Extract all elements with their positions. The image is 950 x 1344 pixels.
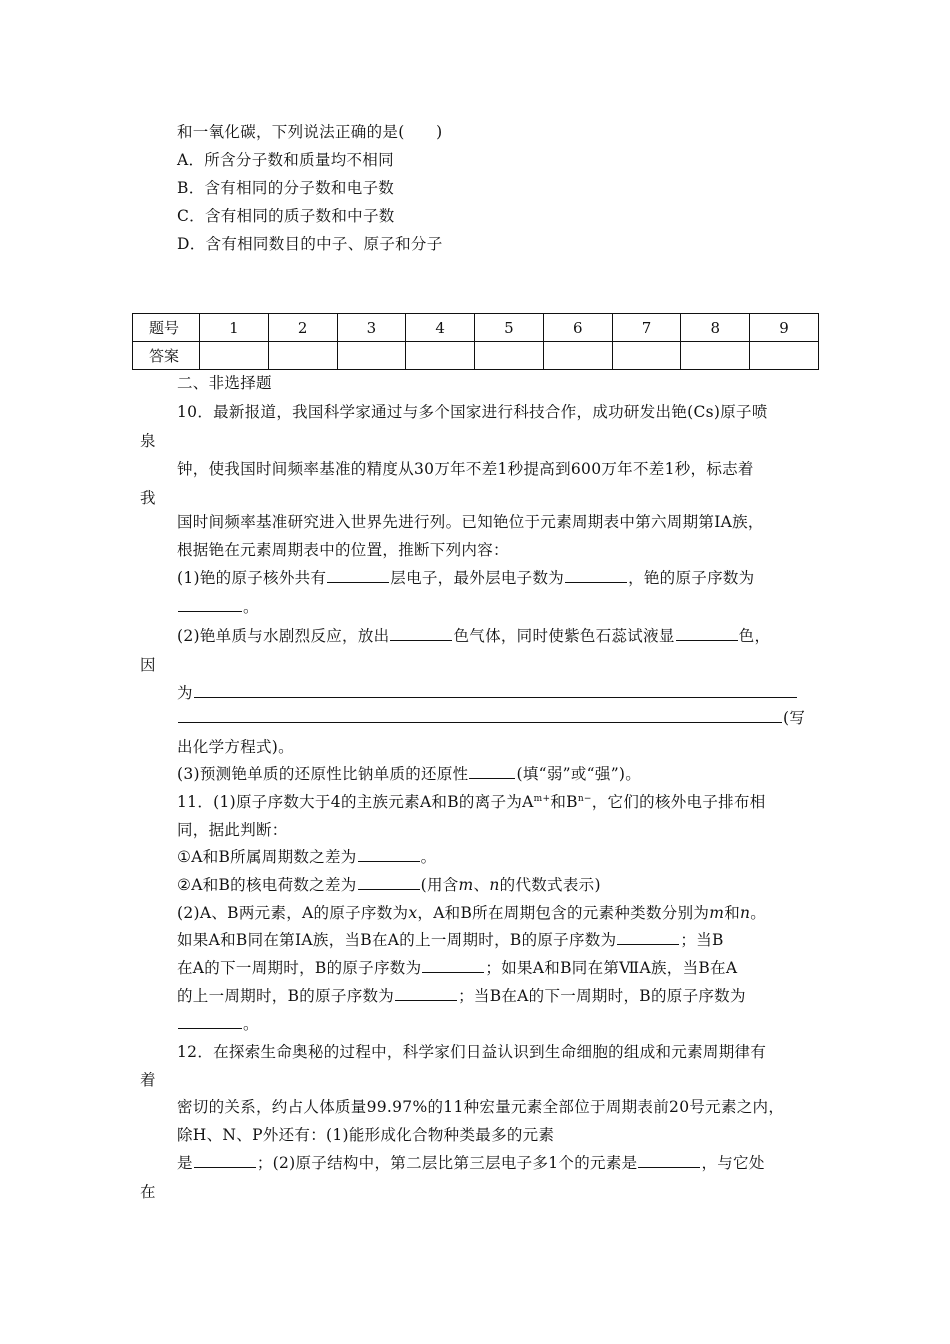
q10-p2-text-a: (2)铯单质与水剧烈反应，放出 [177, 627, 390, 645]
q12-text-c: ，与它处 [701, 1154, 765, 1172]
answer-blank[interactable] [638, 1153, 700, 1168]
q10-line-1-wrap: 泉 [140, 432, 156, 450]
table-cell-number: 9 [750, 314, 819, 342]
table-cell-label: 答案 [133, 342, 200, 370]
table-cell-number: 6 [543, 314, 612, 342]
q11-c2-text: ②A和B的核电荷数之差为 [177, 876, 357, 894]
answer-table [132, 313, 819, 370]
q11-var-m: m [458, 876, 474, 894]
q11-line-1 [177, 792, 766, 812]
q11-line-2: 同，据此判断： [177, 821, 288, 839]
q11-text-c: ，它们的核外电子排布相 [591, 793, 766, 811]
q10-part-2-line-2 [177, 683, 798, 703]
q10-part-2-line-3 [177, 708, 805, 728]
q12-text-b: ；(2)原子结构中，第二层比第三层电子多1个的元素是 [256, 1154, 638, 1172]
q9-option-d: D．含有相同数目的中子、原子和分子 [177, 235, 443, 253]
q11-p5-text-a: 的上一周期时，B的原子序数为 [177, 987, 395, 1005]
q11-p3-text-b: ；当B [680, 931, 724, 949]
table-cell-number: 5 [475, 314, 544, 342]
q10-p2-text-e: 为 [177, 684, 193, 702]
q10-p3-text-a: (3)预测铯单质的还原性比钠单质的还原性 [177, 765, 469, 783]
q11-text-a: 11．(1)原子序数大于4的主族元素A和B的离子为A [177, 793, 534, 811]
q12-line-3: 除H、N、P外还有：(1)能形成化合物种类最多的元素 [177, 1126, 555, 1144]
answer-cell[interactable] [268, 342, 337, 370]
q11-part-3 [177, 930, 724, 950]
table-cell-number: 8 [681, 314, 750, 342]
table-cell-number: 3 [337, 314, 406, 342]
answer-blank[interactable] [676, 626, 738, 641]
q10-line-2: 钟，使我国时间频率基准的精度从30万年不差1秒提高到600万年不差1秒，标志着 [177, 460, 754, 478]
answer-cell[interactable] [750, 342, 819, 370]
table-cell-number: 1 [200, 314, 269, 342]
answer-cell[interactable] [612, 342, 681, 370]
q10-part-3 [177, 764, 641, 784]
q11-p2-text-a: (2)A、B两元素，A的原子序数为 [177, 904, 409, 922]
answer-blank[interactable] [327, 568, 389, 583]
q11-part-6 [177, 1014, 259, 1034]
q11-p4-text-a: 在A的下一周期时，B的原子序数为 [177, 959, 422, 977]
q10-line-4: 根据铯在元素周期表中的位置，推断下列内容： [177, 541, 509, 559]
answer-cell[interactable] [543, 342, 612, 370]
answer-blank[interactable] [178, 1014, 242, 1029]
q11-var-n2: n [740, 904, 751, 922]
table-cell-number: 2 [268, 314, 337, 342]
answer-blank[interactable] [194, 1153, 256, 1168]
answer-cell[interactable] [681, 342, 750, 370]
answer-line[interactable] [178, 708, 782, 723]
q10-p1-end: 。 [243, 598, 259, 616]
table-cell-number: 7 [612, 314, 681, 342]
q12-text-a: 是 [177, 1154, 193, 1172]
answer-cell[interactable] [406, 342, 475, 370]
q9-option-b: B．含有相同的分子数和电子数 [177, 179, 395, 197]
q11-var-x: x [408, 904, 418, 922]
q10-line-1: 10．最新报道，我国科学家通过与多个国家进行科技合作，成功研发出铯(Cs)原子喷 [177, 403, 768, 421]
q11-text-b: 和B [550, 793, 578, 811]
q11-c2-sep: 、 [473, 876, 490, 894]
q11-part-2 [177, 903, 766, 923]
q10-part-1 [177, 568, 754, 588]
q10-p2-wrap: 因 [140, 656, 156, 674]
answer-blank[interactable] [617, 930, 679, 945]
q10-part-1-cont [177, 597, 259, 617]
q10-p3-text-b: (填“弱”或“强”)。 [516, 765, 642, 783]
q12-line-2: 密切的关系，约占人体质量99.97%的11种宏量元素全部位于周期表前20号元素之内， [177, 1098, 785, 1116]
q11-c2-text-b: (用含 [420, 876, 459, 894]
answer-blank[interactable] [390, 626, 452, 641]
answer-blank[interactable] [358, 847, 420, 862]
q12-line-1-wrap: 着 [140, 1071, 156, 1089]
q10-p1-text-c: ，铯的原子序数为 [628, 569, 755, 587]
answer-blank[interactable] [565, 568, 627, 583]
q11-p5-text-b: ；当B在A的下一周期时，B的原子序数为 [458, 987, 746, 1005]
q10-part-2 [177, 626, 770, 646]
answer-table-answer-row [133, 342, 819, 370]
q11-p3-text-a: 如果A和B同在第ⅠA族，当B在A的上一周期时，B的原子序数为 [177, 931, 617, 949]
q11-sup-a: m+ [533, 793, 551, 804]
q10-p2-text-f: (写 [783, 709, 806, 727]
q9-stem: 和一氧化碳，下列说法正确的是( ) [177, 123, 443, 141]
q11-c1-end: 。 [420, 848, 437, 866]
q10-line-2-wrap: 我 [140, 489, 156, 507]
answer-blank[interactable] [469, 764, 515, 779]
q11-c2 [177, 875, 601, 895]
q11-part-4 [177, 958, 737, 978]
answer-cell[interactable] [337, 342, 406, 370]
q11-p2-text-d: 。 [750, 904, 767, 922]
answer-line[interactable] [194, 683, 797, 698]
table-cell-number: 4 [406, 314, 475, 342]
q12-line-4-wrap: 在 [140, 1183, 156, 1201]
q11-c1 [177, 847, 436, 867]
q11-p2-text-b: ，A和B所在周期包含的元素种类数分别为 [417, 904, 710, 922]
q11-part-5 [177, 986, 746, 1006]
q9-option-a: A．所含分子数和质量均不相同 [177, 151, 394, 169]
q11-c2-text-d: 的代数式表示) [499, 876, 601, 894]
answer-blank[interactable] [395, 986, 457, 1001]
q9-option-c: C．含有相同的质子数和中子数 [177, 207, 395, 225]
q10-line-3: 国时间频率基准研究进入世界先进行列。已知铯位于元素周期表中第六周期第ⅠA族， [177, 513, 764, 531]
q11-sup-b: n− [577, 793, 592, 804]
q12-line-4 [177, 1153, 765, 1173]
answer-blank[interactable] [358, 875, 420, 890]
answer-blank[interactable] [422, 958, 484, 973]
q10-p2-text-b: 色气体，同时使紫色石蕊试液显 [453, 627, 675, 645]
q10-p2-text-c: 色， [738, 627, 771, 645]
q11-p2-text-c: 和 [724, 904, 740, 922]
q11-var-m2: m [709, 904, 725, 922]
answer-table-header-row [133, 314, 819, 342]
q11-c1-text: ①A和B所属周期数之差为 [177, 848, 357, 866]
answer-cell[interactable] [200, 342, 269, 370]
q11-p4-text-b: ；如果A和B同在第ⅦA族，当B在A [485, 959, 738, 977]
q10-p1-text-a: (1)铯的原子核外共有 [177, 569, 327, 587]
q10-p1-text-b: 层电子，最外层电子数为 [390, 569, 565, 587]
table-cell-label: 题号 [133, 314, 200, 342]
q11-var-n: n [489, 876, 500, 894]
answer-blank[interactable] [178, 597, 242, 612]
q10-p2-end: 出化学方程式)。 [177, 738, 294, 756]
q11-p6-end: 。 [243, 1015, 259, 1033]
answer-cell[interactable] [475, 342, 544, 370]
section-title: 二、非选择题 [177, 374, 272, 392]
q12-line-1: 12．在探索生命奥秘的过程中，科学家们日益认识到生命细胞的组成和元素周期律有 [177, 1043, 767, 1061]
